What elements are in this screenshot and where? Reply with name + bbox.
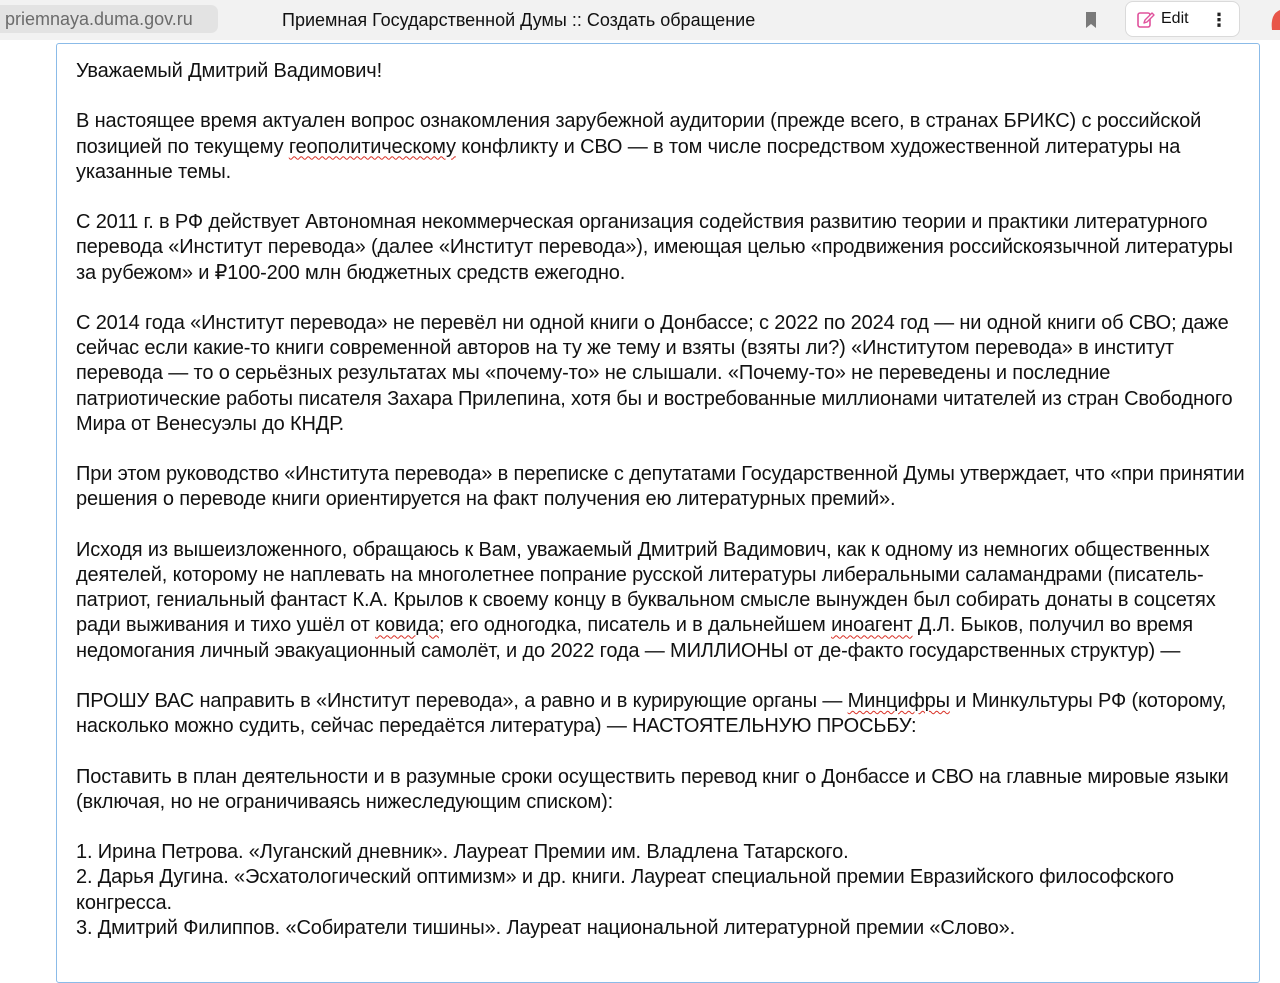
misspelled-word: иноагент (831, 614, 913, 637)
more-icon[interactable]: ⋮ (1210, 10, 1228, 30)
list-item: 3. Дмитрий Филиппов. «Собиратели тишины». Лауреат национальной литературной премии «Слово». (76, 916, 1016, 939)
bookmark-icon[interactable] (1080, 9, 1102, 31)
edit-label: Edit (1161, 10, 1189, 27)
address-bar[interactable]: priemnaya.duma.gov.ru (0, 5, 218, 33)
edit-icon (1136, 10, 1156, 30)
misspelled-word: Минцифры (847, 689, 950, 712)
paragraph-7: Поставить в план деятельности и в разумные сроки осуществить перевод книг о Донбассе и СВО на главные мировые языки (включая, но не ограничиваясь нижеследующим списком): (76, 765, 1229, 813)
paragraph-5: Исходя из вышеизложенного, обращаюсь к Вам, уважаемый Дмитрий Вадимович, как к одному из немногих общественных деятелей, которому не наплевать на многолетнее попрание русской литературы либеральными саламандрами (писатель-патриот, гениальный фантаст К.А. Крылов к своему концу в буквальном смысле вынужден был собирать донаты в соцсетях ради выживания и тихо ушёл от ковида; его одногодка, писатель и в дальнейшем иноагент Д.Л. Быков, получил во время недомогания личный эвакуационный самолёт, и до 2022 года — МИЛЛИОНЫ от де-факто государственных структур) — (76, 538, 1216, 662)
paragraph-2: С 2011 г. в РФ действует Автономная некоммерческая организация содействия развитию теории и практики литературного перевода «Институт перевода» (далее «Институт перевода»), имеющая целью «продвижения российскоязычной литературы за рубежом» и ₽100-200 млн бюджетных средств ежегодно. (76, 211, 1233, 284)
page-title: Приемная Государственной Думы :: Создать обращение (282, 10, 756, 30)
misspelled-word: геополитическому (288, 135, 456, 158)
paragraph-4: При этом руководство «Института перевода» в переписке с депутатами Государственной Думы утверждает, что «при принятии решения о переводе книги ориентируется на факт получения ею литературных премий». (76, 463, 1245, 511)
greeting: Уважаемый Дмитрий Вадимович! (76, 60, 382, 82)
paragraph-1: В настоящее время актуален вопрос ознакомления зарубежной аудитории (прежде всего, в странах БРИКС) с российской позицией по текущему геополитическому конфликту и СВО — в том числе посредством художественной литературы на указанные темы. (76, 110, 1202, 183)
misspelled-word: ковида (375, 614, 439, 637)
paragraph-3: С 2014 года «Институт перевода» не перевёл ни одной книги о Донбассе; с 2022 по 2024 год — ни одной книги об СВО; даже сейчас если какие-то книги современной авторов на ту же тему и взяты (взяты ли?) «Институтом перевода» в институт перевода — то о серьёзных результатах мы «почему-то» не слышали. «Почему-то» не переведены и последние патриотические работы писателя Захара Прилепина, хотя бы и востребованные миллионами читателей из стран Свободного Мира от Венесуэлы до КНДР. (76, 311, 1233, 435)
browser-toolbar (0, 0, 1280, 40)
paragraph-6: ПРОШУ ВАС направить в «Институт перевода», а равно и в курирующие органы — Минцифры и Минкультуры РФ (которому, насколько можно судить, сейчас передаётся литература) — НАСТОЯТЕЛЬНУЮ ПРОСЬБУ: (76, 689, 1227, 738)
extension-icon[interactable] (1266, 8, 1280, 32)
list-item: 2. Дарья Дугина. «Эсхатологический оптимизм» и др. книги. Лауреат специальной премии Евразийского философского конгресса. (76, 866, 1174, 914)
list-item: 1. Ирина Петрова. «Луганский дневник». Лауреат Премии им. Владлена Татарского. (76, 841, 849, 864)
appeal-text[interactable] (76, 59, 1256, 941)
edit-button[interactable] (1125, 1, 1240, 37)
book-list (76, 840, 1256, 941)
